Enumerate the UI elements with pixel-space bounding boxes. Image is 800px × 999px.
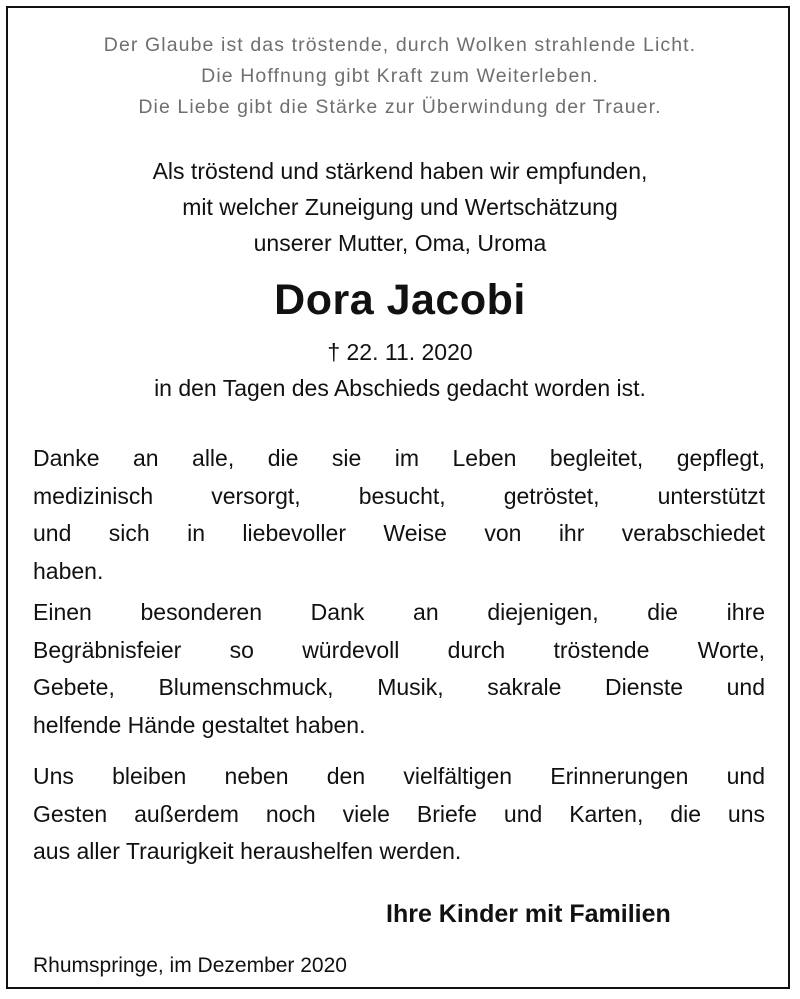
paragraph-line: Begräbnisfeier so würdevoll durch tröstende Worte, (33, 636, 765, 663)
motto-line: Die Liebe gibt die Stärke zur Überwindung der Trauer. (138, 96, 662, 118)
paragraph-line: und sich in liebevoller Weise von ihr verabschiedet (33, 520, 765, 546)
paragraph-line: aus aller Traurigkeit heraushelfen werden. (33, 838, 462, 864)
paragraph-line: haben. (33, 557, 104, 584)
intro-line: mit welcher Zuneigung und Wertschätzung (182, 194, 618, 220)
intro-end-line: in den Tagen des Abschieds gedacht worden ist. (154, 375, 646, 401)
signature: Ihre Kinder mit Familien (386, 900, 671, 928)
thanks-paragraph-2 (33, 594, 765, 744)
intro-line: Als tröstend und stärkend haben wir empfunden, (152, 158, 648, 184)
paragraph-line: helfende Hände gestaltet haben. (33, 711, 366, 738)
motto-line: Der Glaube ist das tröstende, durch Wolken strahlende Licht. (103, 34, 697, 56)
intro-text (0, 153, 800, 261)
paragraph-line: Einen besonderen Dank an diejenigen, die ihre (33, 599, 765, 625)
paragraph-line: Uns bleiben neben den vielfältigen Erinnerungen und (33, 763, 765, 789)
paragraph-line: Gesten außerdem noch viele Briefe und Karten, die uns (33, 800, 765, 827)
death-block (0, 334, 800, 406)
deceased-name: Dora Jacobi (274, 276, 526, 324)
place-and-date: Rhumspringe, im Dezember 2020 (33, 954, 347, 977)
paragraph-line: medizinisch versorgt, besucht, getröstet, unterstützt (33, 482, 765, 509)
motto-verse (0, 30, 800, 123)
motto-line: Die Hoffnung gibt Kraft zum Weiterleben. (201, 65, 599, 87)
thanks-paragraph-1 (33, 440, 765, 590)
thanks-paragraph-3 (33, 758, 765, 871)
intro-line: unserer Mutter, Oma, Uroma (253, 230, 547, 256)
paragraph-line: Danke an alle, die sie im Leben begleitet, gepflegt, (33, 445, 765, 471)
paragraph-line: Gebete, Blumenschmuck, Musik, sakrale Dienste und (33, 674, 765, 700)
death-date: † 22. 11. 2020 (327, 339, 473, 365)
